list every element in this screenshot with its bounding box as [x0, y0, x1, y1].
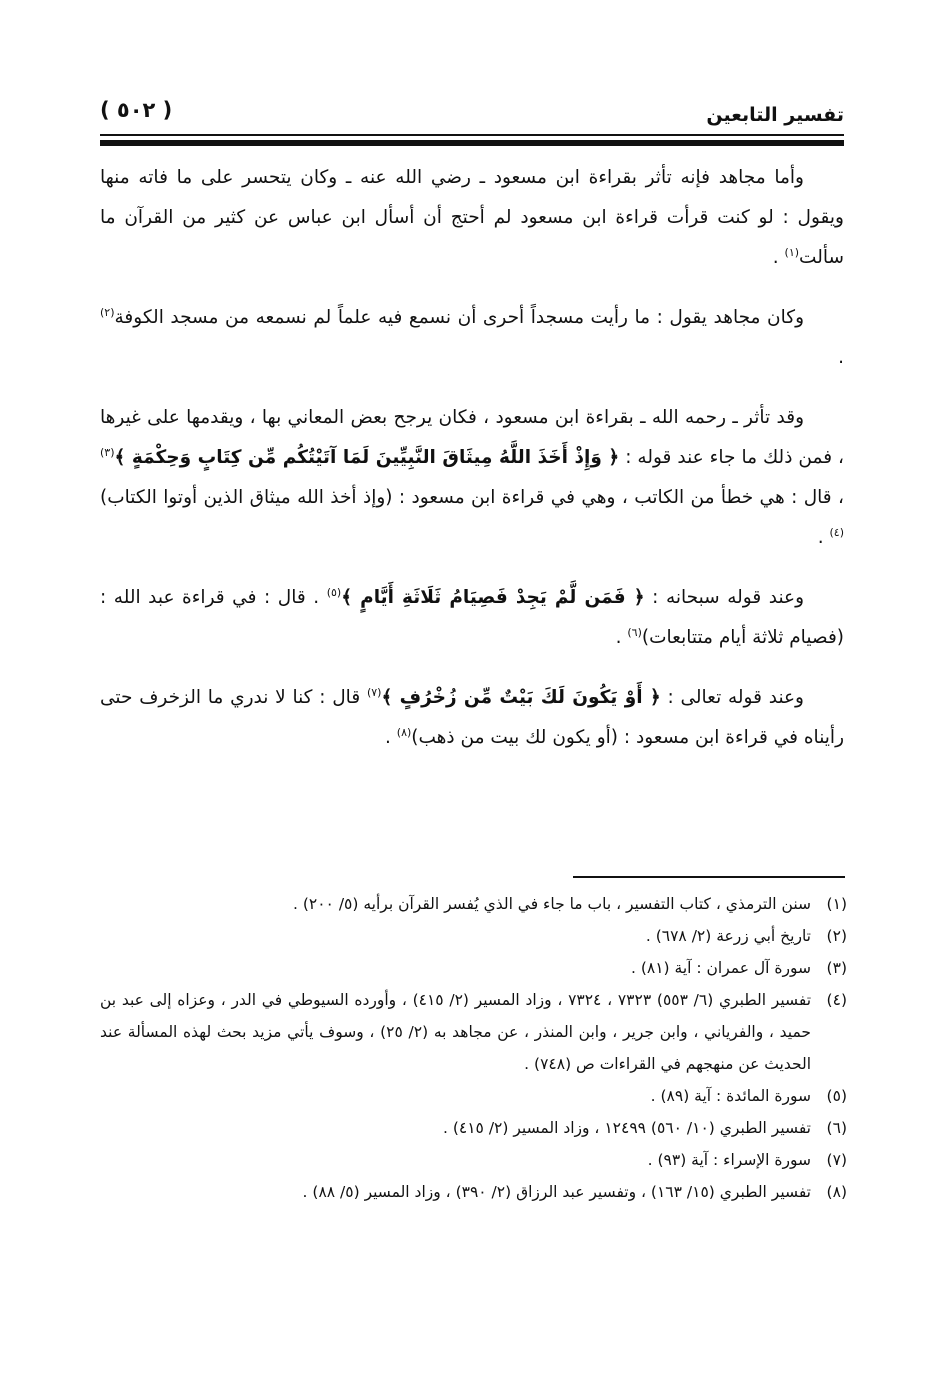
paragraph-text: ، قال : هي خطأ من الكاتب ، وهي في قراءة ابن مسعود : (وإذ أخذ الله ميثاق الذين أوتوا الكتاب)	[100, 487, 844, 508]
footnote-ref: (٣)	[100, 445, 115, 459]
body-paragraph	[100, 158, 844, 278]
footnote-ref: (٦)	[627, 625, 642, 639]
footnote-text: تفسير الطبري (١٠/ ٥٦٠) ١٢٤٩٩ ، وزاد المسير (٢/ ٤١٥) .	[443, 1119, 811, 1137]
footnote-text: سورة المائدة : آية (٨٩) .	[650, 1087, 811, 1105]
footnote-number: (١)	[826, 895, 847, 913]
paragraph-text: وعند قوله سبحانه :	[644, 587, 804, 608]
body-paragraph	[100, 578, 844, 658]
footnote-item	[100, 1080, 847, 1112]
footnote-number: (٤)	[826, 991, 847, 1009]
paragraph-text: . قال : في قراءة عبد الله : (فصيام ثلاثة أيام متتابعات)	[100, 587, 844, 648]
footnote-item	[100, 952, 847, 984]
footnote-text: سورة الإسراء : آية (٩٣) .	[647, 1151, 811, 1169]
footnote-number: (٥)	[826, 1087, 847, 1105]
footnote-text: سورة آل عمران : آية (٨١) .	[630, 959, 811, 977]
quran-verse: ﴿ وَإِذْ أَخَذَ اللَّهُ مِيثَاقَ النَّبِيِّينَ لَمَا آتَيْتُكُم مِّن كِتَابٍ وَحِكْمَةٍ ﴾	[114, 447, 620, 468]
running-title: تفسير التابعين	[706, 104, 844, 126]
footnote-number: (٦)	[826, 1119, 847, 1137]
header-rule-thin	[100, 134, 844, 136]
footnote-item	[100, 1176, 847, 1208]
footnote-item	[100, 1144, 847, 1176]
footnote-item	[100, 1112, 847, 1144]
paragraph-text: وأما مجاهد فإنه تأثر بقراءة ابن مسعود ـ رضي الله عنه ـ وكان يتحسر على ما فاته منها ويقول : لو كنت قرأت قراءة ابن مسعود لم أحتج أن أسأل ابن عباس عن كثير من القرآن ما سألت	[100, 167, 844, 268]
paragraph-text: وقد تأثر ـ رحمه الله ـ بقراءة ابن مسعود ، فكان يرجح بعض المعاني بها ، ويقدمها على غيرها ، فمن ذلك ما جاء عند قوله :	[100, 407, 844, 468]
body-paragraph	[100, 398, 844, 558]
footnote-ref: (٥)	[326, 585, 342, 599]
footnotes	[100, 888, 847, 1208]
footnote-item	[100, 920, 847, 952]
page-header	[100, 92, 844, 132]
footnote-number: (٨)	[826, 1183, 847, 1201]
paragraph-text: وعند قوله تعالى :	[660, 687, 804, 708]
footnote-item	[100, 888, 847, 920]
footnote-separator	[573, 876, 845, 878]
footnote-number: (٣)	[826, 959, 847, 977]
footnote-ref: (٢)	[100, 305, 115, 319]
footnote-ref: (٨)	[396, 725, 412, 739]
page-number: ( ٥٠٢ )	[100, 98, 173, 122]
footnote-ref: (٧)	[366, 685, 382, 699]
paragraph-text: وكان مجاهد يقول : ما رأيت مسجداً أحرى أن نسمع فيه علماً لم نسمعه من مسجد الكوفة	[114, 307, 804, 328]
footnote-ref: (١)	[784, 245, 800, 259]
main-text	[100, 158, 844, 778]
footnote-text: تاريخ أبي زرعة (٢/ ٦٧٨) .	[645, 927, 811, 945]
body-paragraph	[100, 298, 844, 378]
quran-verse: ﴿ أَوْ يَكُونَ لَكَ بَيْتٌ مِّن زُخْرُفٍ ﴾	[381, 687, 661, 708]
paragraph-text: .	[385, 727, 397, 748]
quran-verse: ﴿ فَمَن لَّمْ يَجِدْ فَصِيَامُ ثَلَاثَةِ أَيَّامٍ ﴾	[341, 587, 645, 608]
header-rule-thick	[100, 140, 844, 146]
footnote-number: (٧)	[826, 1151, 847, 1169]
paragraph-text: قال : كنا لا ندري ما الزخرف حتى رأيناه في قراءة ابن مسعود : (أو يكون لك بيت من ذهب)	[100, 687, 844, 748]
paragraph-text: .	[838, 347, 844, 368]
paragraph-text: .	[772, 247, 785, 268]
body-paragraph	[100, 678, 844, 758]
footnote-text: تفسير الطبري (١٥/ ١٦٣) ، وتفسير عبد الرزاق (٢/ ٣٩٠) ، وزاد المسير (٥/ ٨٨) .	[302, 1183, 811, 1201]
footnote-text: تفسير الطبري (٦/ ٥٥٣) ٧٣٢٣ ، ٧٣٢٤ ، وزاد المسير (٢/ ٤١٥) ، وأورده السيوطي في الدر ، وعزاه إلى عبد بن حميد ، والفرياني ، وابن جرير ، وابن المنذر ، عن مجاهد به (٢/ ٢٥) ، وسوف يأتي مزيد بحث لهذه المسألة عند الحديث عن منهجهم في القراءات ص (٧٤٨) .	[100, 991, 812, 1073]
paragraph-text: .	[615, 627, 628, 648]
footnote-number: (٢)	[826, 927, 847, 945]
footnote-text: سنن الترمذي ، كتاب التفسير ، باب ما جاء في الذي يُفسر القرآن برأيه (٥/ ٢٠٠) .	[293, 895, 811, 913]
footnote-item	[100, 984, 847, 1080]
paragraph-text: .	[817, 527, 830, 548]
footnote-ref: (٤)	[829, 525, 844, 539]
